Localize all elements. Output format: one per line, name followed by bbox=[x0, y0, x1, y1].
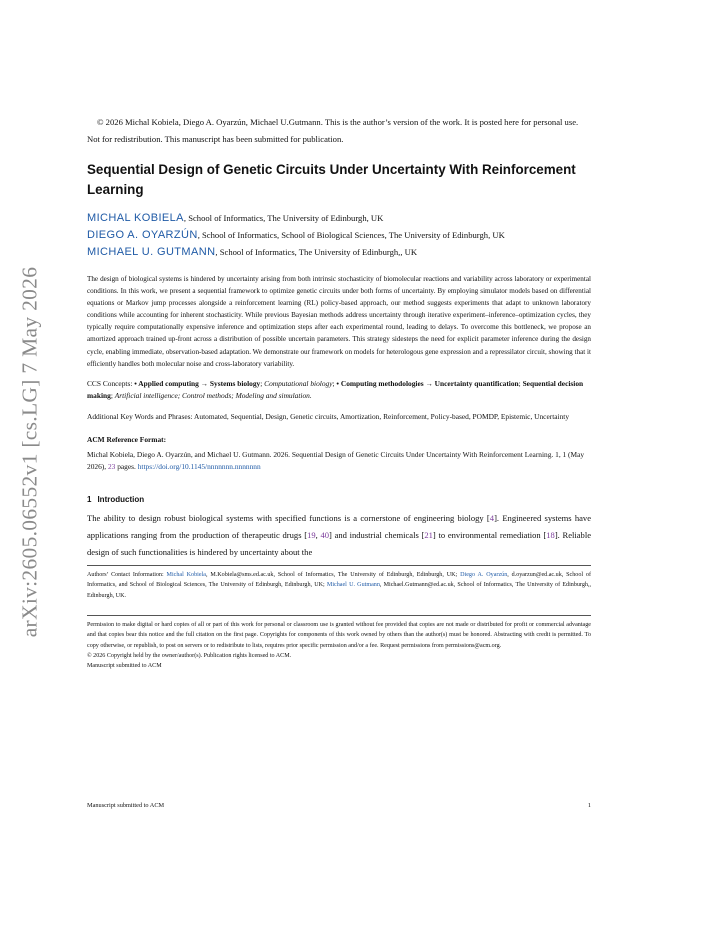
arxiv-id-text: arXiv:2605.06552v1 [cs.LG] 7 May 2026 bbox=[17, 266, 42, 638]
author-name: DIEGO A. OYARZÚN bbox=[87, 229, 198, 241]
author-name: MICHAL KOBIELA bbox=[87, 212, 184, 224]
reference-text: Michal Kobiela, Diego A. Oyarzún, and Michael U. Gutmann. 2026. Sequential Design of Genetic Circuits Under Uncertainty With Reinforcement Learning. 1, 1 (May 2026), bbox=[87, 449, 585, 472]
footer-text: Manuscript submitted to ACM bbox=[87, 802, 165, 809]
section-heading bbox=[87, 495, 591, 504]
contact-text: Authors’ Contact Information: bbox=[87, 571, 167, 578]
author-link[interactable]: Michael U. Gutmann bbox=[326, 582, 380, 589]
page-number: 1 bbox=[587, 802, 591, 809]
author-affiliation: , School of Informatics, School of Biological Sciences, The University of Edinburgh, UK bbox=[197, 230, 505, 240]
permission-divider bbox=[87, 615, 591, 616]
paper-title: Sequential Design of Genetic Circuits Under Uncertainty With Reinforcement Learning bbox=[87, 162, 576, 197]
author-name: MICHAEL U. GUTMANN bbox=[87, 246, 216, 258]
page-footer bbox=[87, 802, 591, 809]
author-link[interactable]: Diego A. Oyarzún bbox=[460, 571, 508, 578]
ccs-prefix: CCS Concepts: bbox=[87, 378, 135, 388]
ccs-term: Artificial intelligence; Control methods; Modeling and simulation. bbox=[114, 391, 312, 401]
intro-text: ]. Engineered systems have applications ranging from the production of therapeutic drugs [ bbox=[87, 512, 591, 540]
contact-text: , d.oyarzun@ed.ac.uk, School of Informatics, and School of Biological Sciences, The University of Edinburgh, Edinburgh, UK; bbox=[87, 571, 591, 589]
intro-paragraph bbox=[87, 510, 591, 561]
section-number: 1 bbox=[87, 494, 92, 504]
keywords: Additional Key Words and Phrases: Automated, Sequential, Design, Genetic circuits, Amortization, Reinforcement, Policy-based, POMDP, Epistemic, Uncertainty bbox=[87, 411, 570, 421]
ccs-separator: ; bbox=[110, 391, 115, 401]
copyright-note: © 2026 Michal Kobiela, Diego A. Oyarzún, Michael U.Gutmann. This is the author’s version of the work. It is posted here for personal use. Not for redistribution. This manuscript has been submitted for publication. bbox=[87, 117, 579, 144]
citation-link[interactable]: 21 bbox=[424, 529, 433, 540]
ccs-term: • Applied computing → Systems biology bbox=[134, 378, 261, 388]
author-entry bbox=[87, 227, 591, 244]
arxiv-identifier bbox=[8, 262, 52, 642]
ccs-separator: ; bbox=[260, 378, 265, 388]
reference-format-text bbox=[87, 449, 591, 474]
intro-text: ] and industrial chemicals [ bbox=[329, 529, 425, 540]
ccs-separator: ; bbox=[332, 378, 337, 388]
citation-link[interactable]: 4 bbox=[489, 512, 495, 523]
intro-text: ] to environmental remediation [ bbox=[432, 529, 547, 540]
intro-text: , bbox=[315, 529, 321, 540]
author-affiliation: , School of Informatics, The University of Edinburgh,, UK bbox=[215, 247, 418, 257]
contact-divider bbox=[87, 565, 591, 566]
ccs-separator: ; bbox=[518, 378, 523, 388]
citation-link[interactable]: 40 bbox=[320, 529, 330, 540]
section-title: Introduction bbox=[97, 494, 145, 504]
ccs-term: Computational biology bbox=[264, 378, 333, 388]
ccs-term: • Computing methodologies → Uncertainty quantification bbox=[336, 378, 519, 388]
intro-text: ]. Reliable design of such functionalities is hindered by uncertainty about the bbox=[87, 529, 591, 557]
contact-text: , M.Kobiela@sms.ed.ac.uk, School of Informatics, The University of Edinburgh, Edinburgh, UK; bbox=[205, 571, 461, 578]
author-affiliation: , School of Informatics, The University of Edinburgh, UK bbox=[183, 213, 384, 223]
citation-link[interactable]: 18 bbox=[546, 529, 555, 540]
pages-link[interactable]: 23 bbox=[107, 462, 116, 472]
doi-link[interactable]: https://doi.org/10.1145/nnnnnnn.nnnnnnn bbox=[137, 462, 261, 472]
citation-link[interactable]: 19 bbox=[307, 529, 316, 540]
reference-format-heading: ACM Reference Format: bbox=[87, 435, 167, 445]
author-entry bbox=[87, 210, 591, 227]
copyright-held: © 2026 Copyright held by the owner/author(s). Publication rights licensed to ACM. bbox=[87, 652, 292, 659]
permission-notice: Permission to make digital or hard copies of all or part of this work for personal or classroom use is granted without fee provided that copies are not made or distributed for profit or commercial advantage and that copies bear this notice and the full citation on the first page. Copyrights for components of this work owned by others than the author(s) must be honored. Abstracting with credit is permitted. To copy otherwise, or republish, to post on servers or to redistribute to lists, requires prior specific permission and/or a fee. Request permissions from permissions@acm.org. bbox=[87, 622, 591, 649]
author-contact-info bbox=[87, 570, 591, 602]
paper-page bbox=[87, 114, 591, 671]
author-list bbox=[87, 210, 591, 261]
ccs-term: Sequential decision making bbox=[87, 378, 584, 401]
pages-suffix: pages. bbox=[115, 462, 138, 472]
contact-text: , Michael.Gutmann@ed.ac.uk, School of Informatics, The University of Edinburgh,, Edinburgh, UK. bbox=[87, 582, 591, 599]
intro-text: The ability to design robust biological systems with specified functions is a cornerstone of engineering biology [ bbox=[87, 512, 490, 523]
ccs-concepts bbox=[87, 378, 591, 403]
abstract: The design of biological systems is hindered by uncertainty arising from both intrinsic stochasticity of biomolecular reactions and variability across laboratory or experimental conditions. In this work, we present a sequential framework to optimize genetic circuits under both forms of uncertainty. By employing simulator models based on differential equations or Markov jump processes alongside a reinforcement learning (RL) policy-based approach, our method suggests experiments that adapt to unknown laboratory conditions while accounting for inherent stochasticity. While previous Bayesian methods address uncertainty through iterative experiment–inference–optimization cycles, they typically require computationally expensive inference and optimization steps after each experimental round, leading to delays. To overcome this bottleneck, we propose an amortized approach trained up-front across a distribution of possible uncertain parameters. This strategy sidesteps the need for explicit parameter inference during the design cycle, enabling immediate, observation-based adaptation. We demonstrate our framework on models for heterologous gene expression and a repressilator circuit, showing that it efficiently handles both molecular noise and cross-laboratory variability. bbox=[87, 275, 591, 368]
submitted-note: Manuscript submitted to ACM bbox=[87, 663, 162, 670]
author-link[interactable]: Michal Kobiela bbox=[166, 571, 206, 578]
author-entry bbox=[87, 244, 591, 261]
